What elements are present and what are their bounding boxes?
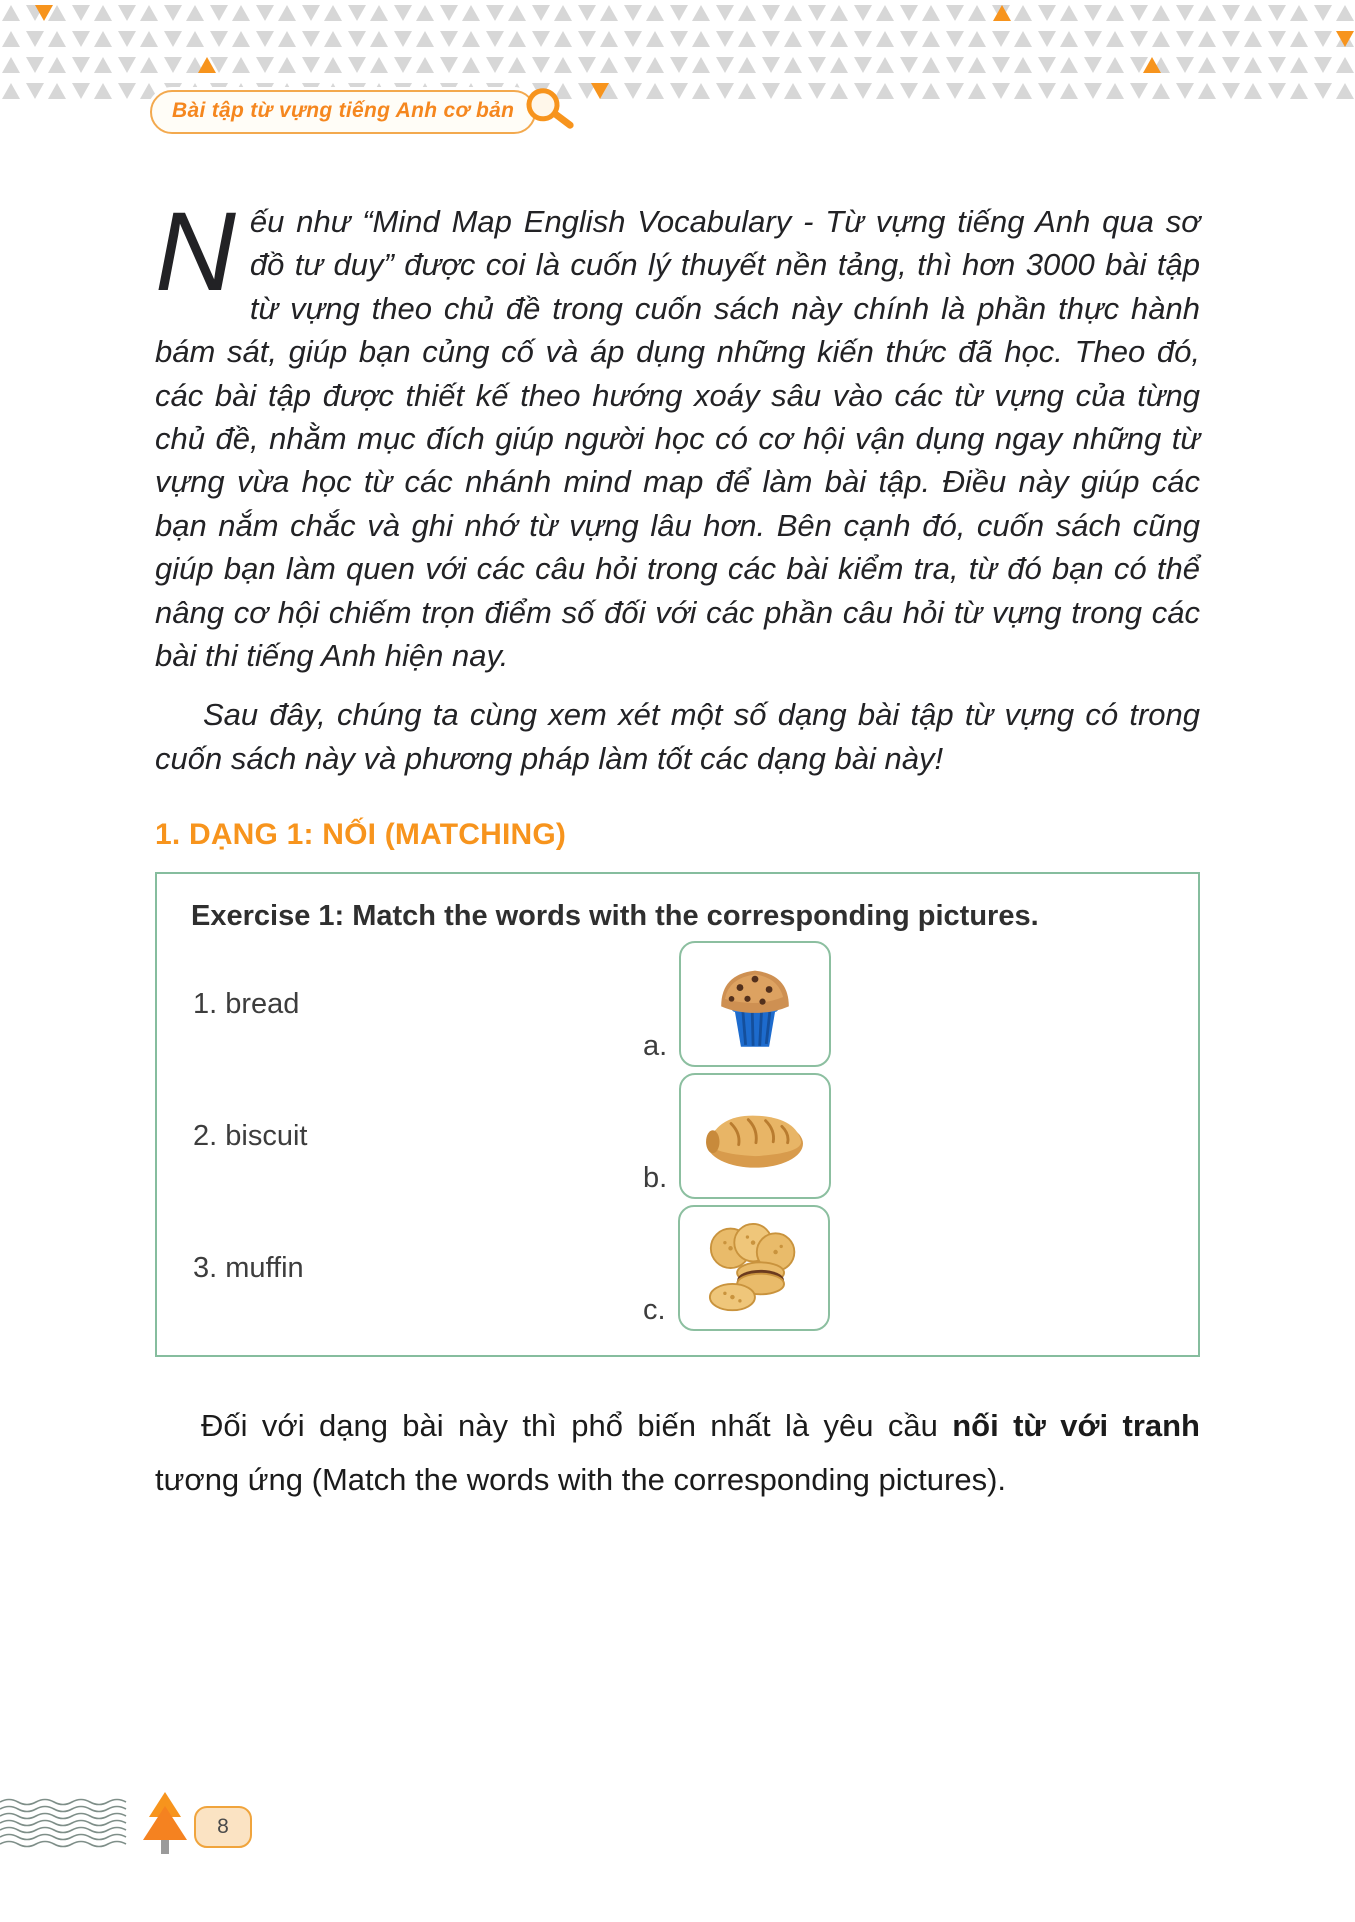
word-item-muffin: 3. muffin	[193, 1251, 304, 1284]
muffin-image	[696, 950, 814, 1058]
picture-label-b: b.	[643, 1162, 668, 1195]
bread-loaf-image	[692, 1088, 818, 1184]
match-row	[185, 1207, 1168, 1329]
biscuits-image	[693, 1216, 815, 1320]
outro-bold: nối từ với tranh	[952, 1408, 1200, 1444]
picture-label-a: a.	[643, 1030, 668, 1063]
page-number-pill	[194, 1806, 252, 1848]
section-heading: 1. DẠNG 1: NỐI (MATCHING)	[155, 818, 567, 852]
tree-icon	[142, 1790, 188, 1856]
intro-paragraph-1-text: ếu như “Mind Map English Vocabulary - Từ vựng tiếng Anh qua sơ đồ tư duy” được coi là cuốn lý thuyết nền tảng, thì hơn 3000 bài tập từ vựng theo chủ đề trong cuốn sách này chính là phần thực hành bám sát, giúp bạn củng cố và áp dụng những kiến thức đã học. Theo đó, các bài tập được thiết kế theo hướng xoáy sâu vào các từ vựng của từng chủ đề, nhằm mục đích giúp người học có cơ hội vận dụng ngay những từ vựng vừa học từ các nhánh mind map để làm bài tập. Điều này giúp các bạn nắm chắc và ghi nhớ từ vựng lâu hơn. Bên cạnh đó, cuốn sách cũng giúp bạn làm quen với các câu hỏi trong các bài kiểm tra, từ đó bạn có thể nâng cơ hội chiếm trọn điểm số đối với các phần câu hỏi từ vựng trong các bài thi tiếng Anh hiện nay.	[155, 204, 1200, 673]
picture-card-c	[678, 1205, 830, 1331]
picture-label-c: c.	[643, 1294, 666, 1327]
magnifier-icon	[518, 79, 580, 145]
header-badge	[150, 82, 576, 141]
intro-paragraph-1	[155, 189, 1200, 677]
waves-icon	[0, 1798, 132, 1850]
word-item-bread: 1. bread	[193, 987, 300, 1020]
outro-lead: Đối với dạng bài này thì phổ biến nhất là yêu cầu	[201, 1408, 953, 1444]
picture-card-b	[679, 1073, 831, 1199]
page-number: 8	[217, 1815, 229, 1838]
outro-tail: tương ứng (Match the words with the corresponding pictures).	[155, 1462, 1007, 1498]
match-row	[185, 1075, 1168, 1197]
exercise-box	[155, 872, 1200, 1357]
page-footer	[0, 1790, 252, 1856]
main-content	[155, 189, 1200, 1539]
word-item-biscuit: 2. biscuit	[193, 1119, 308, 1152]
header-badge-label: Bài tập từ vựng tiếng Anh cơ bản	[150, 90, 536, 134]
outro-paragraph	[155, 1399, 1200, 1508]
intro-paragraph-2: Sau đây, chúng ta cùng xem xét một số dạng bài tập từ vựng có trong cuốn sách này và phương pháp làm tốt các dạng bài này!	[155, 697, 1200, 776]
exercise-title: Exercise 1: Match the words with the corresponding pictures.	[191, 900, 1039, 933]
match-row	[185, 943, 1168, 1065]
picture-card-a	[679, 941, 831, 1067]
dropcap: N	[155, 189, 236, 314]
